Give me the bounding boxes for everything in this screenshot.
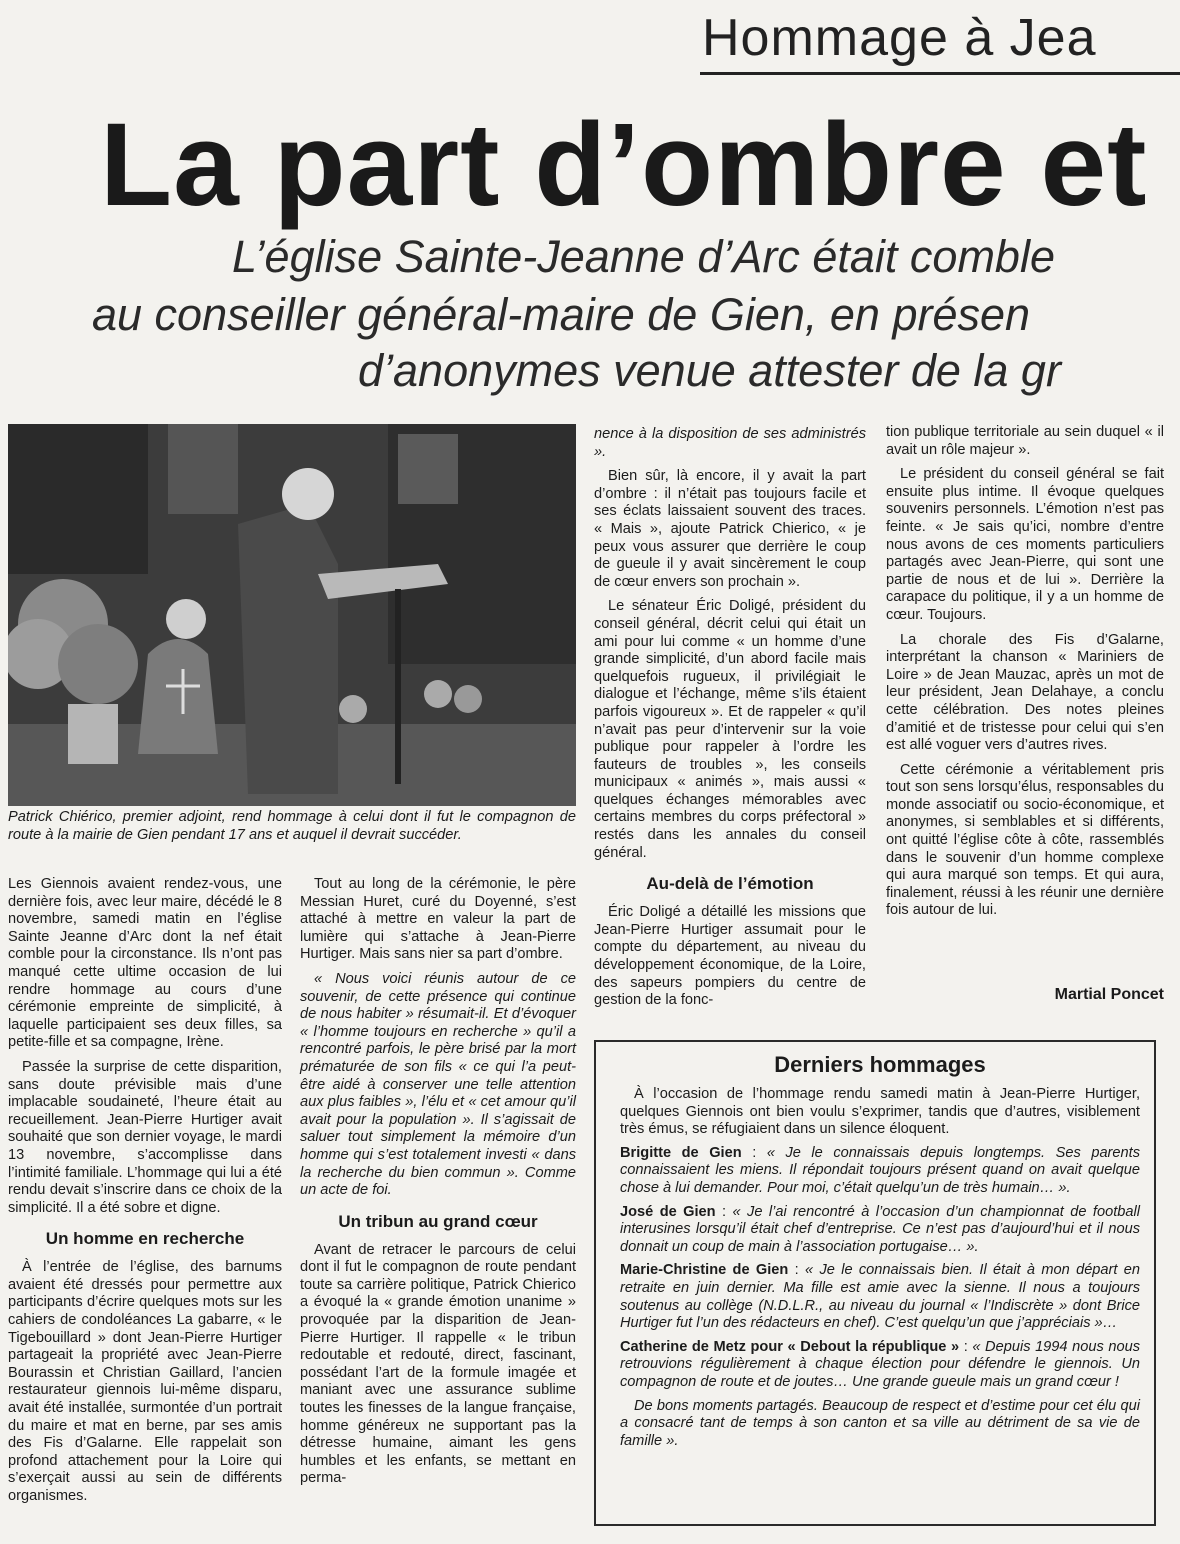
sidebar-box xyxy=(594,1040,1156,1526)
section-heading: Au-delà de l’émotion xyxy=(646,874,814,894)
paragraph: À l’entrée de l’église, des barnums avaient été dressés pour permettre aux participants d’écrire quelques mots sur les cahiers de condoléances La gabarre, « le Tigebouillard » dont Jean-Pierre Hurtiger partageait la propriété avec Jean-Pierre Bourassin et Christian Gaillard, l’ancien restaurateur giennois lui-même disparu, avait été installée, surmontée d’un portrait du maire et mat en berne, par ses amis des Fis d’Galarne. Elle rappelait son profond attachement pour la Loire qui s’exerçait aussi au sein de différents organismes. xyxy=(8,1259,282,1504)
photo-caption: Patrick Chiérico, premier adjoint, rend hommage à celui dont il fut le compagnon de route à la mairie de Gien pendant 17 ans et auquel il devrait succéder. xyxy=(8,809,576,843)
quote-text: « Je le connaissais depuis longtemps. Ses parents connaissaient les miens. Il répondait toujours présent quand on avait quelque chose à lui demander. Pour moi, c’était quelqu’un de très humain… ». xyxy=(620,1144,1141,1196)
article-column-4 xyxy=(886,424,1164,927)
subtitle-line-2: au conseiller général-maire de Gien, en présen xyxy=(92,289,1031,340)
paragraph: Le sénateur Éric Doligé, président du conseil général, décrit celui qui était un ami pour lui comme « un homme d’une grande simplicité, d’un abord facile mais quelquefois rugueux, il privilégiait le dialogue et l’échange, même s’ils étaient parfois vigoureux ». Et de rappeler « qu’il n’avait pas peur d’intervenir sur la voie publique pour rappeler à l’ordre les fauteurs de troubles », les conseils municipaux « animés », mais aussi « quelques échanges mémorables avec certains membres du corps préfectoral » restés dans les annales du conseil général. xyxy=(594,598,866,861)
speaker-colon: : xyxy=(959,1338,973,1355)
quote xyxy=(620,1204,1140,1257)
quote-text: « Depuis 1994 nous nous retrouvions régulièrement à chaque élection pour défendre le giennois. Un compagnon de route et de joutes… Une grande gueule mais un grand cœur ! xyxy=(620,1338,1140,1390)
section-heading: Un homme en recherche xyxy=(45,1229,245,1249)
article-column-3 xyxy=(594,426,866,1017)
paragraph: Tout au long de la cérémonie, le père Messian Huret, curé du Doyenné, s’est attaché à mettre en valeur la part de lumière qui s’attache à Jean-Pierre Hurtiger. Mais sans nier sa part d’ombre. xyxy=(300,876,576,963)
speaker-name: Marie-Christine de Gien xyxy=(620,1262,789,1279)
article-column-1 xyxy=(8,876,282,1513)
paragraph: Les Giennois avaient rendez-vous, une dernière fois, avec leur maire, décédé le 8 novembre, samedi matin en l’église Sainte Jeanne d’Arc dont la nef était comble pour la circonstance. Ils n’ont pas manqué cette ultime occasion de lui rendre hommage au cours d’une cérémonie empreinte de simplicité, à laquelle participaient ses deux filles, sa petite-fille et sa compagne, Irène. xyxy=(8,876,282,1051)
box-title: Derniers hommages xyxy=(774,1052,986,1077)
speaker-name: Brigitte de Gien xyxy=(620,1144,742,1161)
subtitle-line-3: d’anonymes venue attester de la gr xyxy=(358,345,1061,396)
speaker-colon: : xyxy=(788,1262,806,1279)
subtitle-line-1: L’église Sainte-Jeanne d’Arc était comble xyxy=(232,231,1055,282)
paragraph: Le président du conseil général se fait ensuite plus intime. Il évoque quelques souvenirs personnels. L’émotion n’est pas feinte. « Je sais qu’ici, nombre d’entre nous avons de ces moments particuliers partagés avec Jean-Pierre, qui sont une partie de nous et de lui ». Derrière la carapace du politique, il y a un homme de cœur. Toujours. xyxy=(886,466,1164,623)
speaker-name: José de Gien xyxy=(620,1203,716,1220)
quote xyxy=(620,1262,1140,1332)
quote xyxy=(620,1145,1140,1198)
headline: La part d’ombre et xyxy=(100,99,1148,231)
quote-text: « Je l’ai rencontré à l’occasion d’un championnat de football interusines lorsqu’il était chef d’entreprise. Ce n’est pas d’aujourd’hui et il nous donnait un coup de main à l’association portugaise… ». xyxy=(620,1203,1140,1255)
speaker-name: Catherine de Metz pour « Debout la république » xyxy=(620,1338,960,1355)
article-column-2 xyxy=(300,876,576,1495)
article-photo xyxy=(8,424,576,806)
speaker-colon: : xyxy=(715,1203,733,1220)
box-intro: À l’occasion de l’hommage rendu samedi matin à Jean-Pierre Hurtiger, quelques Giennois ont bien voulu s’exprimer, tandis que d’autres, visiblement très émus, se réfugiaient dans un silence éloquent. xyxy=(620,1086,1140,1138)
paragraph: nence à la disposition de ses administrés ». xyxy=(594,426,866,460)
paragraph: Éric Doligé a détaillé les missions que Jean-Pierre Hurtiger assumait pour le compte du département, au niveau du développement économique, de la Loire, des sapeurs pompiers du centre de gestion de la fonc- xyxy=(594,904,866,1009)
paragraph: Passée la surprise de cette disparition, sans doute prévisible mais d’une implacable soudaineté, l’heure était au recueillement. Jean-Pierre Hurtiger avait souhaité que son dernier voyage, le mardi 13 novembre, s’accomplisse dans l’intimité familiale. L’hommage qui lui a été rendu devait s’inscrire dans ce choix de la simplicité. Il a été sobre et digne. xyxy=(8,1058,282,1216)
paragraph: tion publique territoriale au sein duquel « il avait un rôle majeur ». xyxy=(886,424,1164,458)
section-heading: Un tribun au grand cœur xyxy=(338,1211,538,1231)
quote xyxy=(620,1339,1140,1392)
kicker-underline xyxy=(700,72,1180,75)
paragraph: « Nous voici réunis autour de ce souvenir, de cette présence qui continue de nous habiter » résumait-il. Et d’évoquer « l’homme toujours en recherche » qu’il a rencontré parfois, le père brisé par la mort prématurée de son fils « ce qui l’a peut-être aidé à conserver une telle attention aux plus faibles », l’élu et « cet amour qu’il avait pour la population ». Il s’agissait de saluer tout simplement la mémoire d’un homme qui s’est totalement investi « dans la recherche du bien commun ». Comme un acte de foi. xyxy=(300,970,576,1199)
section-kicker: Hommage à Jea xyxy=(702,9,1097,67)
paragraph: Avant de retracer le parcours de celui dont il fut le compagnon de route pendant toute sa carrière politique, Patrick Chierico a évoqué la « grande émotion unanime » provoquée par la disparition de Jean-Pierre Hurtiger. Il rappelle « le tribun redoutable et redouté, direct, fascinant, possédant l’art de la formule imagée et maniant avec une assurance sublime toutes les finesses de la langue française, homme généreux ne supportant pas la détresse humaine, aimant les gens humbles et les enfants, se mettant en perma- xyxy=(300,1241,576,1487)
paragraph: Bien sûr, là encore, il y avait la part d’ombre : il n’était pas toujours facile et ses éclats laissaient souvent des traces. « Mais », ajoute Patrick Chierico, « je peux vous assurer que derrière le coup de gueule il y avait sincèrement le coup de cœur envers son prochain ». xyxy=(594,468,866,590)
author-byline: Martial Poncet xyxy=(1054,986,1164,1003)
paragraph: La chorale des Fis d’Galarne, interprétant la chanson « Mariniers de Loire » de Jean Mauzac, après un mot de leur président, Jean Delahaye, a conclu cette célébration. Des notes pleines d’amitié et de tristesse pour celui qui s’en est allé voguer vers d’autres rives. xyxy=(886,631,1164,754)
quote-text: « Je le connaissais bien. Il était à mon départ en retraite en juin dernier. Ma fille est amie avec la sienne. Il nous a toujours soutenus au collège (N.D.L.R., au niveau du journal « l’Indiscrète » dont Brice Hurtiger fut l’un des rédacteurs en chef). C’est quelqu’un que j’appréciais »… xyxy=(620,1262,1141,1332)
speaker-colon: : xyxy=(741,1144,767,1161)
box-closing: De bons moments partagés. Beaucoup de respect et d’estime pour cet élu qui a consacré tant de temps à son canton et sa ville au détriment de sa vie de famille ». xyxy=(620,1397,1140,1449)
paragraph: Cette cérémonie a véritablement pris tout son sens lorsqu’élus, responsables du monde associatif ou socio-économique, et anonymes, si semblables et si différents, ont quitté l’église côte à côte, rassemblés dans le souvenir d’un homme complexe qui aura marqué son temps. Et qui aura, finalement, réussi à les réunir une dernière fois autour de lui. xyxy=(886,761,1164,919)
